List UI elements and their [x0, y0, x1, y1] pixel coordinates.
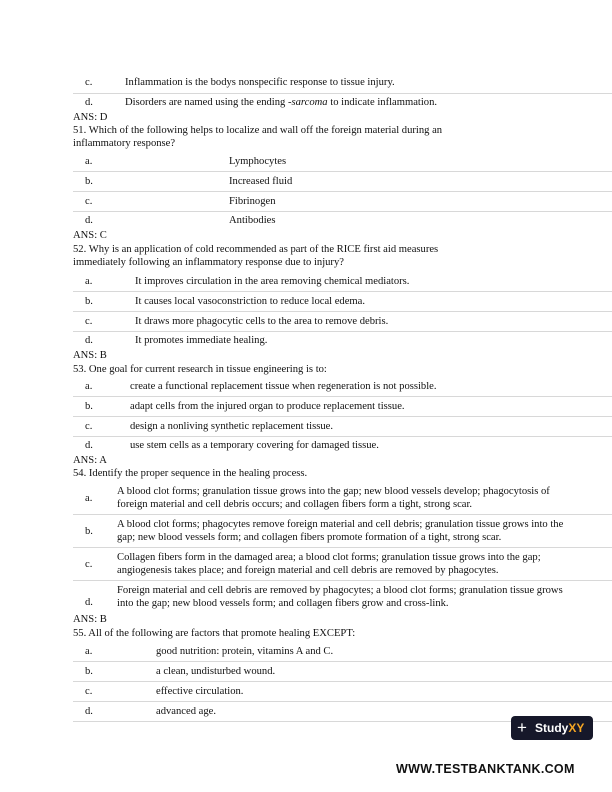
option-text-line2: angiogenesis takes place; and foreign material and cell debris are removed by phagocytes.	[117, 565, 499, 576]
answer-q50: ANS: D	[73, 112, 108, 123]
option-letter: d.	[85, 215, 93, 226]
option-letter: a.	[85, 381, 93, 392]
q51-option-b	[73, 172, 612, 192]
plus-icon: +	[517, 718, 527, 737]
option-text: effective circulation.	[156, 686, 244, 697]
q52-option-a	[73, 272, 612, 292]
option-text-line1: Collagen fibers form in the damaged area; a blood clot forms; granulation tissue grows into the gap;	[117, 552, 541, 563]
option-text: It draws more phagocytic cells to the area to remove debris.	[135, 316, 389, 327]
q54-option-d	[73, 582, 612, 613]
option-letter: b.	[85, 296, 93, 307]
option-letter: b.	[85, 401, 93, 412]
option-letter: d.	[85, 597, 93, 608]
option-letter: d.	[85, 97, 93, 108]
q54-option-a	[73, 482, 612, 515]
option-text: It improves circulation in the area removing chemical mediators.	[135, 276, 410, 287]
option-letter: d.	[85, 440, 93, 451]
q51-option-a	[73, 152, 612, 172]
q50-option-d	[73, 94, 612, 112]
option-letter: c.	[85, 316, 93, 327]
question-52-stem: 52. Why is an application of cold recommended as part of the RICE first aid measures	[73, 244, 439, 255]
option-text-line1: A blood clot forms; phagocytes remove foreign material and cell debris; granulation tissue grows into the	[117, 519, 564, 530]
q55-option-c	[73, 682, 612, 702]
option-text: Lymphocytes	[229, 156, 287, 167]
option-letter: c.	[85, 421, 93, 432]
q51-option-c	[73, 192, 612, 212]
option-letter: a.	[85, 156, 93, 167]
answer-q54: ANS: B	[73, 614, 107, 625]
option-text: Inflammation is the bodys nonspecific response to tissue injury.	[125, 77, 395, 88]
option-text-line2: into the gap; new blood vessels form; and collagen fibers grow and cross-link.	[117, 598, 449, 609]
q52-option-c	[73, 312, 612, 332]
q53-option-d	[73, 437, 612, 455]
question-51-stem: 51. Which of the following helps to localize and wall off the foreign material during an	[73, 125, 443, 136]
option-letter: d.	[85, 335, 93, 346]
option-letter: c.	[85, 196, 93, 207]
option-text: advanced age.	[156, 706, 216, 717]
badge-brand: StudyXY	[535, 721, 585, 735]
q51-option-d	[73, 212, 612, 230]
option-letter: a.	[85, 493, 93, 504]
q55-option-b	[73, 662, 612, 682]
option-text: It causes local vasoconstriction to reduce local edema.	[135, 296, 366, 307]
q54-option-b	[73, 515, 612, 548]
option-letter: c.	[85, 559, 93, 570]
answer-q52: ANS: B	[73, 350, 107, 361]
option-text: It promotes immediate healing.	[135, 335, 268, 346]
option-text: Antibodies	[229, 215, 276, 226]
q53-option-b	[73, 397, 612, 417]
option-text: use stem cells as a temporary covering for damaged tissue.	[130, 440, 379, 451]
option-text: create a functional replacement tissue when regeneration is not possible.	[130, 381, 437, 392]
option-letter: c.	[85, 686, 93, 697]
q52-option-d	[73, 332, 612, 350]
option-text: a clean, undisturbed wound.	[156, 666, 276, 677]
option-letter: b.	[85, 176, 93, 187]
option-text: design a nonliving synthetic replacement tissue.	[130, 421, 333, 432]
q54-option-c	[73, 548, 612, 581]
q52-option-b	[73, 292, 612, 312]
option-letter: c.	[85, 77, 93, 88]
answer-q51: ANS: C	[73, 230, 107, 241]
option-text-line1: A blood clot forms; granulation tissue grows into the gap; new blood vessels develop; phagocytosis of	[117, 486, 550, 497]
q53-option-c	[73, 417, 612, 437]
q55-option-a	[73, 642, 612, 662]
option-letter: d.	[85, 706, 93, 717]
option-text-line2: foreign material and cell debris occurs; and collagen fibers form a tight, strong scar.	[117, 499, 473, 510]
option-text: good nutrition: protein, vitamins A and C.	[156, 646, 334, 657]
q53-option-a	[73, 377, 612, 397]
question-54-stem: 54. Identify the proper sequence in the healing process.	[73, 468, 308, 479]
option-text: adapt cells from the injured organ to produce replacement tissue.	[130, 401, 405, 412]
option-letter: a.	[85, 646, 93, 657]
question-53-stem: 53. One goal for current research in tissue engineering is to:	[73, 364, 327, 375]
option-letter: b.	[85, 526, 93, 537]
option-text-line2: gap; new blood vessels form; and collagen fibers promote formation of a tight, strong scar.	[117, 532, 502, 543]
question-55-stem: 55. All of the following are factors that promote healing EXCEPT:	[73, 628, 356, 639]
option-letter: a.	[85, 276, 93, 287]
studyxy-badge[interactable]	[511, 716, 593, 740]
option-text-line1: Foreign material and cell debris are removed by phagocytes; a blood clot forms; granulation tissue grows	[117, 585, 563, 596]
footer-site: WWW.TESTBANKTANK.COM	[396, 762, 575, 776]
option-text: Fibrinogen	[229, 196, 276, 207]
question-51-stem-cont: inflammatory response?	[73, 138, 176, 149]
answer-q53: ANS: A	[73, 455, 107, 466]
option-text: Disorders are named using the ending -sarcoma to indicate inflammation.	[125, 97, 438, 108]
option-text: Increased fluid	[229, 176, 293, 187]
question-52-stem-cont: immediately following an inflammatory response due to injury?	[73, 257, 344, 268]
option-letter: b.	[85, 666, 93, 677]
q50-option-c	[73, 74, 612, 94]
